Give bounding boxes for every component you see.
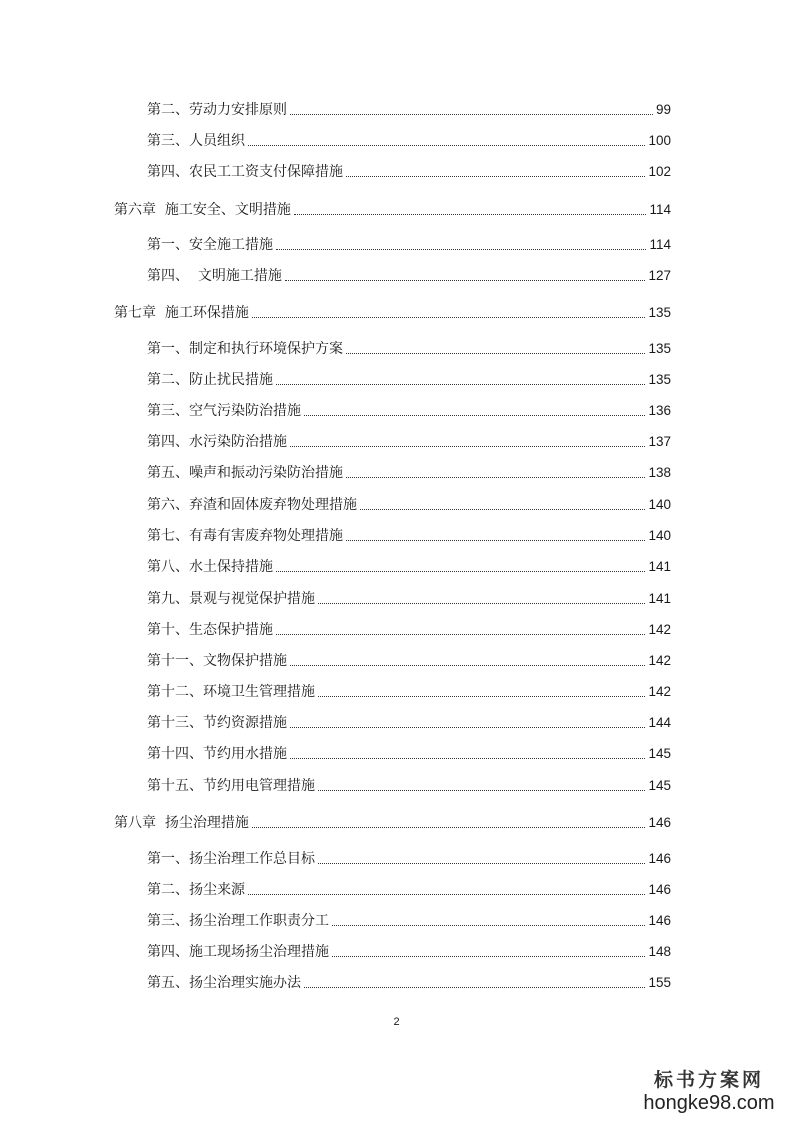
toc-leader bbox=[346, 353, 645, 354]
toc-leader bbox=[252, 827, 646, 828]
toc-entry-page: 145 bbox=[648, 746, 671, 761]
toc-entry-page: 141 bbox=[648, 559, 671, 574]
toc-leader bbox=[290, 665, 645, 666]
toc-entry-page: 135 bbox=[648, 305, 671, 320]
toc-entry-page: 146 bbox=[648, 913, 671, 928]
toc-entry[interactable] bbox=[147, 682, 671, 702]
toc-entry-page: 114 bbox=[649, 202, 671, 217]
toc-entry-page: 137 bbox=[648, 434, 671, 449]
toc-chapter-entry[interactable] bbox=[114, 200, 671, 220]
toc-entry-label: 第四、施工现场扬尘治理措施 bbox=[147, 944, 329, 960]
toc-entry[interactable] bbox=[147, 495, 671, 515]
watermark-title: 标书方案网 bbox=[653, 1069, 764, 1091]
toc-entry-label: 第三、空气污染防治措施 bbox=[147, 403, 301, 419]
toc-entry-label: 第十二、环境卫生管理措施 bbox=[147, 684, 315, 700]
toc-entry-label: 第一、安全施工措施 bbox=[147, 237, 273, 253]
toc-entry-page: 99 bbox=[655, 102, 671, 117]
toc-leader bbox=[290, 114, 653, 115]
toc-entry-page: 140 bbox=[648, 497, 671, 512]
toc-entry[interactable] bbox=[147, 744, 671, 764]
toc-entry-page: 135 bbox=[648, 372, 671, 387]
toc-entry[interactable] bbox=[147, 162, 671, 182]
toc-entry[interactable] bbox=[147, 942, 671, 962]
toc-leader bbox=[304, 987, 645, 988]
toc-leader bbox=[252, 317, 646, 318]
toc-entry-label: 第六章 施工安全、文明措施 bbox=[114, 202, 291, 218]
toc-entry-label: 第二、防止扰民措施 bbox=[147, 372, 273, 388]
toc-leader bbox=[290, 727, 645, 728]
toc-leader bbox=[276, 249, 646, 250]
toc-entry[interactable] bbox=[147, 713, 671, 733]
toc-entry-label: 第十、生态保护措施 bbox=[147, 622, 273, 638]
toc-entry-label: 第十四、节约用水措施 bbox=[147, 746, 287, 762]
toc-entry-page: 155 bbox=[648, 975, 671, 990]
watermark-url: hongke98.com bbox=[643, 1092, 775, 1114]
toc-leader bbox=[332, 956, 645, 957]
toc-entry-page: 142 bbox=[648, 622, 671, 637]
toc-entry[interactable] bbox=[147, 266, 671, 286]
toc-entry-label: 第五、噪声和振动污染防治措施 bbox=[147, 465, 343, 481]
toc-entry[interactable] bbox=[147, 973, 671, 993]
toc-leader bbox=[248, 145, 645, 146]
toc-entry[interactable] bbox=[147, 589, 671, 609]
toc-entry-page: 146 bbox=[648, 851, 671, 866]
toc-entry[interactable] bbox=[147, 401, 671, 421]
toc-entry-page: 136 bbox=[648, 403, 671, 418]
toc-entry-label: 第五、扬尘治理实施办法 bbox=[147, 975, 301, 991]
toc-entry-page: 144 bbox=[648, 715, 671, 730]
toc-leader bbox=[276, 571, 645, 572]
toc-entry-label: 第六、弃渣和固体废弃物处理措施 bbox=[147, 497, 357, 513]
toc-entry-label: 第四、水污染防治措施 bbox=[147, 434, 287, 450]
toc-leader bbox=[346, 477, 645, 478]
toc-entry[interactable] bbox=[147, 463, 671, 483]
toc-entry-label: 第一、扬尘治理工作总目标 bbox=[147, 851, 315, 867]
toc-chapter-entry[interactable] bbox=[114, 813, 671, 833]
toc-entry-label: 第二、扬尘来源 bbox=[147, 882, 245, 898]
toc-entry-label: 第七、有毒有害废弃物处理措施 bbox=[147, 528, 343, 544]
toc-leader bbox=[346, 540, 645, 541]
toc-leader bbox=[290, 758, 645, 759]
toc-entry[interactable] bbox=[147, 776, 671, 796]
toc-entry-page: 146 bbox=[648, 882, 671, 897]
toc-entry-page: 138 bbox=[648, 465, 671, 480]
toc-entry[interactable] bbox=[147, 880, 671, 900]
toc-entry[interactable] bbox=[147, 849, 671, 869]
toc-leader bbox=[285, 280, 646, 281]
toc-entry-label: 第四、 文明施工措施 bbox=[147, 268, 282, 284]
toc-entry-label: 第十三、节约资源措施 bbox=[147, 715, 287, 731]
toc-entry-label: 第十五、节约用电管理措施 bbox=[147, 778, 315, 794]
toc-entry-page: 145 bbox=[648, 778, 671, 793]
toc-entry-page: 142 bbox=[648, 653, 671, 668]
toc-entry[interactable] bbox=[147, 651, 671, 671]
page-number: 2 bbox=[393, 1016, 400, 1028]
toc-chapter-entry[interactable] bbox=[114, 303, 671, 323]
toc-entry-label: 第二、劳动力安排原则 bbox=[147, 102, 287, 118]
toc-entry-label: 第七章 施工环保措施 bbox=[114, 305, 249, 321]
toc-leader bbox=[318, 790, 645, 791]
toc-entry-page: 141 bbox=[648, 591, 671, 606]
toc-entry[interactable] bbox=[147, 235, 671, 255]
toc-entry[interactable] bbox=[147, 911, 671, 931]
toc-entry[interactable] bbox=[147, 100, 671, 120]
toc-entry[interactable] bbox=[147, 557, 671, 577]
toc-leader bbox=[318, 696, 645, 697]
toc-leader bbox=[346, 176, 645, 177]
toc-leader bbox=[276, 384, 645, 385]
toc-leader bbox=[304, 415, 645, 416]
toc-entry-page: 148 bbox=[648, 944, 671, 959]
toc-entry[interactable] bbox=[147, 131, 671, 151]
toc-leader bbox=[276, 634, 645, 635]
toc-entry-label: 第九、景观与视觉保护措施 bbox=[147, 591, 315, 607]
toc-entry[interactable] bbox=[147, 432, 671, 452]
toc-entry[interactable] bbox=[147, 370, 671, 390]
toc-entry-page: 146 bbox=[648, 815, 671, 830]
watermark-logo bbox=[639, 1068, 779, 1114]
toc-entry-page: 102 bbox=[648, 164, 671, 179]
toc-leader bbox=[318, 863, 645, 864]
toc-entry-page: 140 bbox=[648, 528, 671, 543]
toc-leader bbox=[318, 603, 645, 604]
toc-entry[interactable] bbox=[147, 620, 671, 640]
toc-entry-page: 114 bbox=[649, 237, 671, 252]
toc-leader bbox=[360, 509, 645, 510]
toc-leader bbox=[294, 214, 647, 215]
toc-leader bbox=[248, 894, 645, 895]
toc-entry[interactable] bbox=[147, 526, 671, 546]
toc-entry-page: 100 bbox=[648, 133, 671, 148]
toc-leader bbox=[290, 446, 645, 447]
toc-entry[interactable] bbox=[147, 339, 671, 359]
toc-entry-label: 第十一、文物保护措施 bbox=[147, 653, 287, 669]
toc-entry-label: 第三、扬尘治理工作职责分工 bbox=[147, 913, 329, 929]
toc-entry-label: 第八章 扬尘治理措施 bbox=[114, 815, 249, 831]
toc-leader bbox=[332, 925, 645, 926]
toc-entry-label: 第四、农民工工资支付保障措施 bbox=[147, 164, 343, 180]
toc-entry-label: 第一、制定和执行环境保护方案 bbox=[147, 341, 343, 357]
toc-entry-label: 第八、水土保持措施 bbox=[147, 559, 273, 575]
toc-entry-page: 127 bbox=[648, 268, 671, 283]
toc-entry-label: 第三、人员组织 bbox=[147, 133, 245, 149]
toc-entry-page: 135 bbox=[648, 341, 671, 356]
toc-entry-page: 142 bbox=[648, 684, 671, 699]
